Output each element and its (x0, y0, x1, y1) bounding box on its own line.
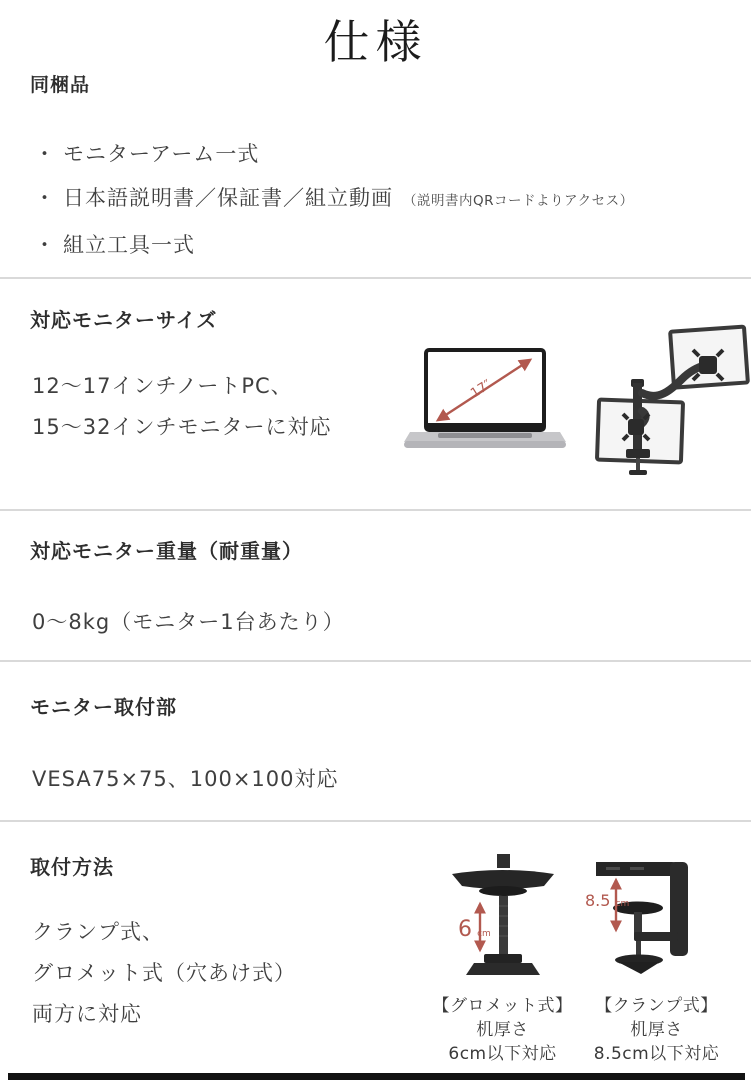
laptop-keyboard (438, 433, 532, 438)
clamp-foot (629, 470, 647, 475)
clamp-screw (636, 458, 640, 470)
bullet-icon: ・ (34, 186, 55, 210)
list-item-text: 組立工具一式 (63, 233, 195, 257)
clamp-mount-illustration (584, 850, 706, 986)
clamp-handle-tip (618, 962, 660, 974)
list-item-text: モニターアーム一式 (63, 142, 260, 166)
grommet-caption (420, 994, 585, 1066)
clamp-caption (574, 994, 739, 1066)
thickness-label: 8.5 cm (585, 891, 630, 910)
section-divider (0, 820, 751, 822)
section-divider (0, 277, 751, 279)
clamp-caption-line: 8.5cm以下対応 (593, 1044, 720, 1064)
section-divider (0, 660, 751, 662)
mounting-line: 両方に対応 (32, 1002, 142, 1026)
included-items-list (34, 141, 634, 276)
list-item-text: 日本語説明書／保証書／組立動画 (63, 186, 393, 210)
grommet-caption-line: 机厚さ (476, 1020, 529, 1040)
heading-weight: 対応モニター重量（耐重量） (30, 539, 303, 563)
heading-monitor-size: 対応モニターサイズ (30, 308, 218, 332)
list-item (34, 232, 634, 259)
bullet-icon: ・ (34, 233, 55, 257)
laptop-front-lip (404, 441, 566, 448)
base-foot (466, 963, 540, 975)
weight-text: 0〜8kg（モニター1台あたり） (32, 610, 345, 634)
mounting-line: クランプ式、 (32, 920, 164, 944)
grommet-caption-title: 【グロメット式】 (432, 996, 573, 1016)
arm-pole-stub (497, 854, 510, 868)
heading-included-items: 同梱品 (30, 74, 91, 96)
laptop-bezel (428, 423, 542, 428)
heading-mounting: 取付方法 (30, 855, 114, 879)
list-item (34, 141, 634, 168)
heading-vesa: モニター取付部 (30, 695, 177, 719)
screen-size-label: 17″ (468, 377, 495, 402)
list-item (34, 185, 634, 215)
mounting-line: グロメット式（穴あけ式） (32, 961, 296, 985)
grommet-mount-illustration (444, 854, 562, 986)
dual-monitor-arm-illustration (584, 321, 751, 489)
laptop-illustration (402, 348, 570, 452)
monitor-size-line: 12〜17インチノートPC、 (32, 374, 293, 398)
vesa-text: VESA75×75、100×100対応 (32, 767, 339, 791)
clamp-lower-arm (634, 932, 678, 941)
grommet-caption-line: 6cm以下対応 (448, 1044, 557, 1064)
clamp-caption-title: 【クランプ式】 (595, 996, 718, 1016)
monitor-size-text (32, 372, 331, 454)
clamp-caption-line: 机厚さ (630, 1020, 683, 1040)
monitor-size-line: 15〜32インチモニターに対応 (32, 415, 332, 439)
page-title: 仕様 (323, 15, 428, 69)
clamp-stem (634, 912, 642, 934)
bullet-icon: ・ (34, 142, 55, 166)
bottom-collar (484, 954, 522, 963)
mounting-text (32, 918, 296, 1041)
desk-clamp (626, 449, 650, 458)
base-ring (479, 886, 527, 896)
clamp-back-column (670, 862, 688, 956)
bottom-bar (8, 1073, 745, 1080)
list-item-note: （説明書内QRコードよりアクセス） (403, 193, 634, 209)
thickness-label: 6 cm (458, 917, 491, 942)
section-divider (0, 509, 751, 511)
